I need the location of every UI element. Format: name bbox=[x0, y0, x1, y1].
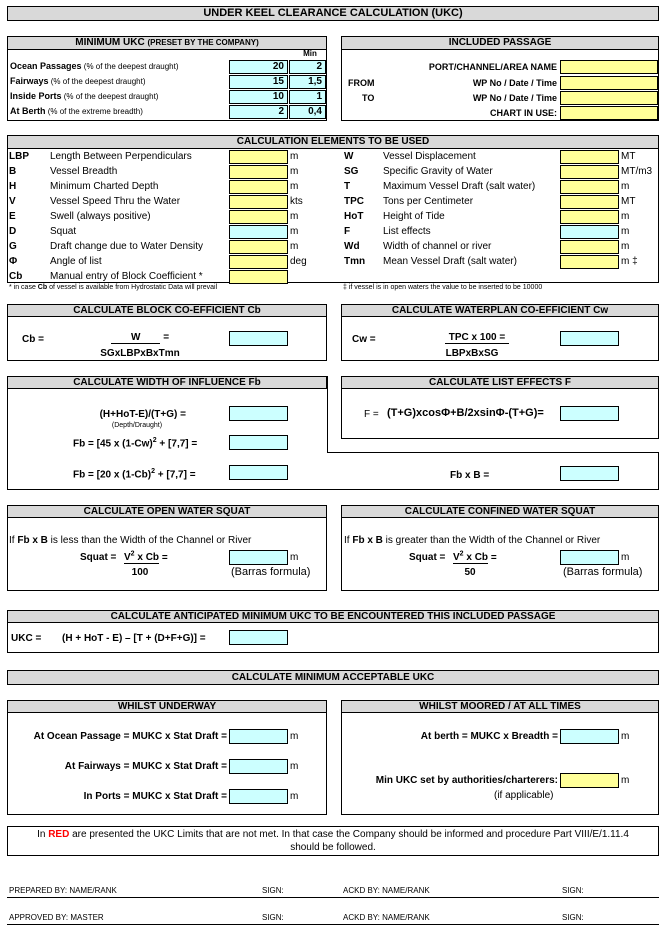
min-ukc-row-name: At Berth bbox=[10, 106, 46, 116]
min-acceptable-header: CALCULATE MINIMUM ACCEPTABLE UKC bbox=[7, 670, 659, 685]
notice-post: are presented the UKC Limits that are not met. In that case the Company should be informed and procedure Part VIII/E/1.11.4 should be followed. bbox=[69, 829, 629, 853]
min-ukc-row-name: Ocean Passages bbox=[10, 61, 82, 71]
fairways-unit: m bbox=[290, 761, 299, 772]
element-unit: m bbox=[290, 226, 299, 237]
port-input[interactable] bbox=[560, 60, 658, 74]
confined-squat-denominator: 50 bbox=[464, 567, 476, 578]
confined-squat-label: Squat = bbox=[409, 552, 446, 563]
min-ukc-row-label bbox=[10, 91, 158, 101]
approved-by: APPROVED BY: MASTER bbox=[9, 913, 104, 922]
open-num-sup: 2 bbox=[130, 551, 135, 558]
open-squat-unit: m bbox=[290, 552, 299, 563]
fb-formula-2 bbox=[73, 468, 196, 480]
min-ukc-row-basis: (% of the extreme breadth) bbox=[45, 107, 143, 116]
from-label: FROM bbox=[348, 78, 375, 88]
element-input[interactable] bbox=[229, 210, 288, 224]
element-abbr: W bbox=[344, 151, 354, 162]
authorities-label: Min UKC set by authorities/charterers: bbox=[375, 775, 558, 786]
open-squat-formula: (Barras formula) bbox=[231, 566, 311, 578]
element-abbr: Tmn bbox=[344, 256, 366, 267]
chart-input[interactable] bbox=[560, 106, 658, 120]
ackd-sign-2: SIGN: bbox=[562, 913, 584, 922]
ocean-passage-label: At Ocean Passage = MUKC x Stat Draft = bbox=[33, 731, 227, 742]
element-desc: Angle of list bbox=[50, 256, 102, 267]
notice-pre: In bbox=[37, 829, 49, 840]
element-abbr: TPC bbox=[344, 196, 364, 207]
element-unit: kts bbox=[290, 196, 303, 207]
ackd-sign-1: SIGN: bbox=[562, 886, 584, 895]
element-desc: Tons per Centimeter bbox=[383, 196, 474, 207]
min-ukc-row-label bbox=[10, 76, 145, 86]
element-input[interactable] bbox=[229, 180, 288, 194]
min-ukc-row-label bbox=[10, 106, 143, 116]
min-col-label: Min bbox=[303, 49, 317, 58]
ports-result bbox=[229, 789, 288, 804]
note-left-b: Cb bbox=[37, 284, 48, 291]
element-input bbox=[560, 225, 619, 239]
cb-label: Cb = bbox=[22, 334, 44, 345]
fb1-tail: + [7,7] = bbox=[156, 438, 198, 450]
open-squat-header: CALCULATE OPEN WATER SQUAT bbox=[7, 505, 327, 518]
open-num-v: V bbox=[124, 552, 131, 564]
open-cond-a: If bbox=[9, 535, 18, 546]
element-abbr: LBP bbox=[9, 151, 29, 162]
min-ukc-header bbox=[7, 36, 327, 50]
wp-to-label: WP No / Date / Time bbox=[472, 93, 557, 103]
note-right: ‡ if vessel is in open waters the value to be inserted to be 10000 bbox=[343, 284, 543, 291]
conf-cond-a: If bbox=[344, 535, 353, 546]
min-ukc-header-sub: (PRESET BY THE COMPANY) bbox=[147, 38, 259, 47]
list-result bbox=[560, 406, 619, 421]
fb-formula-1 bbox=[73, 437, 197, 449]
fb-ratio-note: (Depth/Draught) bbox=[111, 422, 163, 429]
conf-cond-c: is greater than the Width of the Channel or River bbox=[382, 535, 601, 546]
fb-ratio-result bbox=[229, 406, 288, 421]
fbxb-label: Fb x B = bbox=[450, 470, 490, 481]
conf-num-v: V bbox=[453, 552, 460, 564]
element-unit: m bbox=[621, 226, 630, 237]
page-title: UNDER KEEL CLEARANCE CALCULATION (UKC) bbox=[7, 6, 659, 21]
element-input bbox=[229, 225, 288, 239]
element-desc: Vessel Displacement bbox=[383, 151, 476, 162]
element-unit: m ‡ bbox=[621, 256, 638, 267]
fb2-sup: 2 bbox=[151, 468, 155, 475]
element-desc: Vessel Breadth bbox=[50, 166, 118, 177]
open-squat-numerator bbox=[124, 551, 168, 563]
underway-header: WHILST UNDERWAY bbox=[7, 700, 327, 713]
min-ukc-minimum: 1 bbox=[289, 90, 326, 104]
element-desc: Maximum Vessel Draft (salt water) bbox=[383, 181, 536, 192]
ackd-by-2: ACKD BY: NAME/RANK bbox=[343, 913, 430, 922]
berth-unit: m bbox=[621, 731, 630, 742]
element-abbr: HoT bbox=[344, 211, 364, 222]
list-formula-label: F = bbox=[364, 409, 379, 420]
element-abbr: SG bbox=[344, 166, 359, 177]
min-ukc-percent: 20 bbox=[229, 60, 288, 74]
element-input[interactable] bbox=[229, 270, 288, 284]
port-label: PORT/CHANNEL/AREA NAME bbox=[428, 62, 557, 72]
open-squat-label: Squat = bbox=[80, 552, 117, 563]
element-desc: Draft change due to Water Density bbox=[50, 241, 204, 252]
element-input[interactable] bbox=[560, 240, 619, 254]
prepared-by: PREPARED BY: NAME/RANK bbox=[9, 886, 117, 895]
element-abbr: Φ bbox=[9, 256, 18, 267]
element-input[interactable] bbox=[560, 210, 619, 224]
note-left bbox=[9, 284, 217, 291]
fb-ratio: (H+HoT-E)/(T+G) = bbox=[99, 409, 186, 420]
element-unit: MT/m3 bbox=[621, 166, 653, 177]
ukc-formula: (H + HoT - E) – [T + (D+F+G)] = bbox=[62, 633, 206, 644]
element-unit: m bbox=[290, 166, 299, 177]
included-passage-header: INCLUDED PASSAGE bbox=[341, 36, 659, 50]
moored-header: WHILST MOORED / AT ALL TIMES bbox=[341, 700, 659, 713]
element-input[interactable] bbox=[229, 195, 288, 209]
sig-line-1 bbox=[7, 897, 659, 898]
conf-cond-b: Fb x B bbox=[352, 535, 383, 546]
confined-squat-formula: (Barras formula) bbox=[563, 566, 643, 578]
calc-elements-header: CALCULATION ELEMENTS TO BE USED bbox=[7, 135, 659, 149]
element-input[interactable] bbox=[229, 165, 288, 179]
open-squat-denominator: 100 bbox=[131, 567, 149, 578]
element-desc: Width of channel or river bbox=[383, 241, 492, 252]
open-num-frac bbox=[124, 552, 159, 564]
cb-eq: = bbox=[163, 332, 170, 343]
element-desc: Manual entry of Block Coefficient * bbox=[50, 271, 203, 282]
element-desc: Swell (always positive) bbox=[50, 211, 151, 222]
approved-sign: SIGN: bbox=[262, 913, 284, 922]
fb1-result bbox=[229, 435, 288, 450]
element-abbr: E bbox=[9, 211, 16, 222]
fb2-result bbox=[229, 465, 288, 480]
fairways-label: At Fairways = MUKC x Stat Draft = bbox=[64, 761, 227, 772]
element-input[interactable] bbox=[560, 195, 619, 209]
cw-result bbox=[560, 331, 619, 346]
ocean-passage-result bbox=[229, 729, 288, 744]
element-unit: m bbox=[290, 181, 299, 192]
min-ukc-row-name: Inside Ports bbox=[10, 91, 62, 101]
conf-num-frac bbox=[453, 552, 488, 564]
cb-numerator bbox=[100, 332, 180, 344]
element-input[interactable] bbox=[229, 255, 288, 269]
min-ukc-row-basis: (% of the deepest draught) bbox=[81, 62, 179, 71]
berth-result bbox=[560, 729, 619, 744]
conf-num-tail: x Cb bbox=[463, 552, 489, 564]
cb-denominator: SGxLBPxBxTmn bbox=[100, 348, 180, 359]
min-ukc-percent: 2 bbox=[229, 105, 288, 119]
min-ukc-row-basis: (% of the deepest draught) bbox=[48, 77, 146, 86]
ukc-result bbox=[229, 630, 288, 645]
conf-num-sup: 2 bbox=[459, 551, 464, 558]
element-unit: MT bbox=[621, 151, 636, 162]
wp-from-input[interactable] bbox=[560, 76, 658, 90]
element-abbr: H bbox=[9, 181, 17, 192]
note-left-c: of vessel is available from Hydrostatic Data will prevail bbox=[47, 284, 218, 291]
prepared-sign: SIGN: bbox=[262, 886, 284, 895]
anticipated-header: CALCULATE ANTICIPATED MINIMUM UKC TO BE ENCOUNTERED THIS INCLUDED PASSAGE bbox=[7, 610, 659, 623]
element-desc: List effects bbox=[383, 226, 431, 237]
element-desc: Vessel Speed Thru the Water bbox=[50, 196, 181, 207]
element-abbr: B bbox=[9, 166, 17, 177]
min-ukc-header-main: MINIMUM UKC bbox=[75, 37, 145, 48]
element-abbr: V bbox=[9, 196, 16, 207]
cw-label: Cw = bbox=[352, 334, 376, 345]
conf-eq: = bbox=[490, 552, 497, 564]
notice-text bbox=[30, 828, 636, 854]
element-unit: deg bbox=[290, 256, 307, 267]
element-abbr: F bbox=[344, 226, 351, 237]
open-squat-condition bbox=[9, 535, 251, 546]
open-cond-b: Fb x B bbox=[17, 535, 48, 546]
element-abbr: G bbox=[9, 241, 17, 252]
fb2-tail: + [7,7] = bbox=[154, 469, 196, 481]
element-abbr: D bbox=[9, 226, 17, 237]
notice-red: RED bbox=[48, 829, 70, 840]
element-unit: m bbox=[290, 211, 299, 222]
open-num-tail: x Cb bbox=[134, 552, 160, 564]
element-unit: m bbox=[621, 181, 630, 192]
min-ukc-minimum: 1,5 bbox=[289, 75, 326, 89]
element-input[interactable] bbox=[229, 240, 288, 254]
sig-line-2 bbox=[7, 924, 659, 925]
min-ukc-row-basis: (% of the deepest draught) bbox=[61, 92, 159, 101]
confined-squat-header: CALCULATE CONFINED WATER SQUAT bbox=[341, 505, 659, 518]
authorities-input[interactable] bbox=[560, 773, 619, 788]
ackd-by-1: ACKD BY: NAME/RANK bbox=[343, 886, 430, 895]
waterplan-coef-header: CALCULATE WATERPLAN CO-EFFICIENT Cw bbox=[341, 304, 659, 317]
cb-num-text: W bbox=[111, 332, 160, 344]
min-ukc-minimum: 2 bbox=[289, 60, 326, 74]
element-desc: Squat bbox=[50, 226, 77, 237]
open-cond-c: is less than the Width of the Channel or River bbox=[47, 535, 252, 546]
confined-squat-numerator bbox=[453, 551, 497, 563]
fb1-text: Fb = [45 x (1-Cw) bbox=[73, 438, 153, 450]
berth-label: At berth = MUKC x Breadth = bbox=[420, 731, 558, 742]
min-ukc-row-label bbox=[10, 61, 179, 71]
min-ukc-row-name: Fairways bbox=[10, 76, 49, 86]
element-abbr: Cb bbox=[9, 271, 23, 282]
note-left-a: * in case bbox=[9, 284, 38, 291]
fb1-sup: 2 bbox=[152, 437, 157, 444]
authorities-unit: m bbox=[621, 775, 630, 786]
block-coef-header: CALCULATE BLOCK CO-EFFICIENT Cb bbox=[7, 304, 327, 317]
element-desc: Length Between Perpendiculars bbox=[50, 151, 192, 162]
min-ukc-minimum: 0,4 bbox=[289, 105, 326, 119]
element-input[interactable] bbox=[229, 150, 288, 164]
min-ukc-percent: 10 bbox=[229, 90, 288, 104]
element-abbr: T bbox=[344, 181, 351, 192]
element-input[interactable] bbox=[560, 150, 619, 164]
element-input[interactable] bbox=[560, 180, 619, 194]
element-unit: m bbox=[290, 241, 299, 252]
fairways-result bbox=[229, 759, 288, 774]
element-desc: Height of Tide bbox=[383, 211, 445, 222]
wp-to-input[interactable] bbox=[560, 91, 658, 105]
list-formula: (T+G)xcosΦ+B/2xsinΦ-(T+G)= bbox=[387, 407, 544, 419]
if-applicable-note: (if applicable) bbox=[494, 790, 554, 801]
list-effects-header: CALCULATE LIST EFFECTS F bbox=[341, 376, 659, 389]
element-desc: Mean Vessel Draft (salt water) bbox=[383, 256, 517, 267]
cw-denominator: LBPxBxSG bbox=[445, 348, 499, 359]
element-input[interactable] bbox=[560, 165, 619, 179]
ports-unit: m bbox=[290, 791, 299, 802]
to-label: TO bbox=[362, 93, 375, 103]
element-unit: MT bbox=[621, 196, 636, 207]
ports-label: In Ports = MUKC x Stat Draft = bbox=[83, 791, 227, 802]
fbxb-result bbox=[560, 466, 619, 481]
element-abbr: Wd bbox=[344, 241, 360, 252]
min-ukc-percent: 15 bbox=[229, 75, 288, 89]
wp-from-label: WP No / Date / Time bbox=[472, 78, 557, 88]
element-desc: Minimum Charted Depth bbox=[50, 181, 159, 192]
confined-squat-result bbox=[560, 550, 619, 565]
element-unit: m bbox=[290, 151, 299, 162]
ukc-label: UKC = bbox=[11, 633, 42, 644]
open-squat-result bbox=[229, 550, 288, 565]
element-unit: m bbox=[621, 211, 630, 222]
element-unit: m bbox=[621, 241, 630, 252]
element-input[interactable] bbox=[560, 255, 619, 269]
cw-num-text: TPC x 100 = bbox=[445, 332, 509, 344]
chart-label: CHART IN USE: bbox=[490, 108, 557, 118]
element-desc: Specific Gravity of Water bbox=[383, 166, 493, 177]
cb-result bbox=[229, 331, 288, 346]
fb-header: CALCULATE WIDTH OF INFLUENCE Fb bbox=[7, 376, 327, 389]
open-eq: = bbox=[161, 552, 168, 564]
confined-squat-unit: m bbox=[621, 552, 630, 563]
confined-squat-condition bbox=[344, 535, 600, 546]
ocean-passage-unit: m bbox=[290, 731, 299, 742]
cw-numerator bbox=[432, 332, 522, 344]
fb2-text: Fb = [20 x (1-Cb) bbox=[73, 469, 152, 481]
